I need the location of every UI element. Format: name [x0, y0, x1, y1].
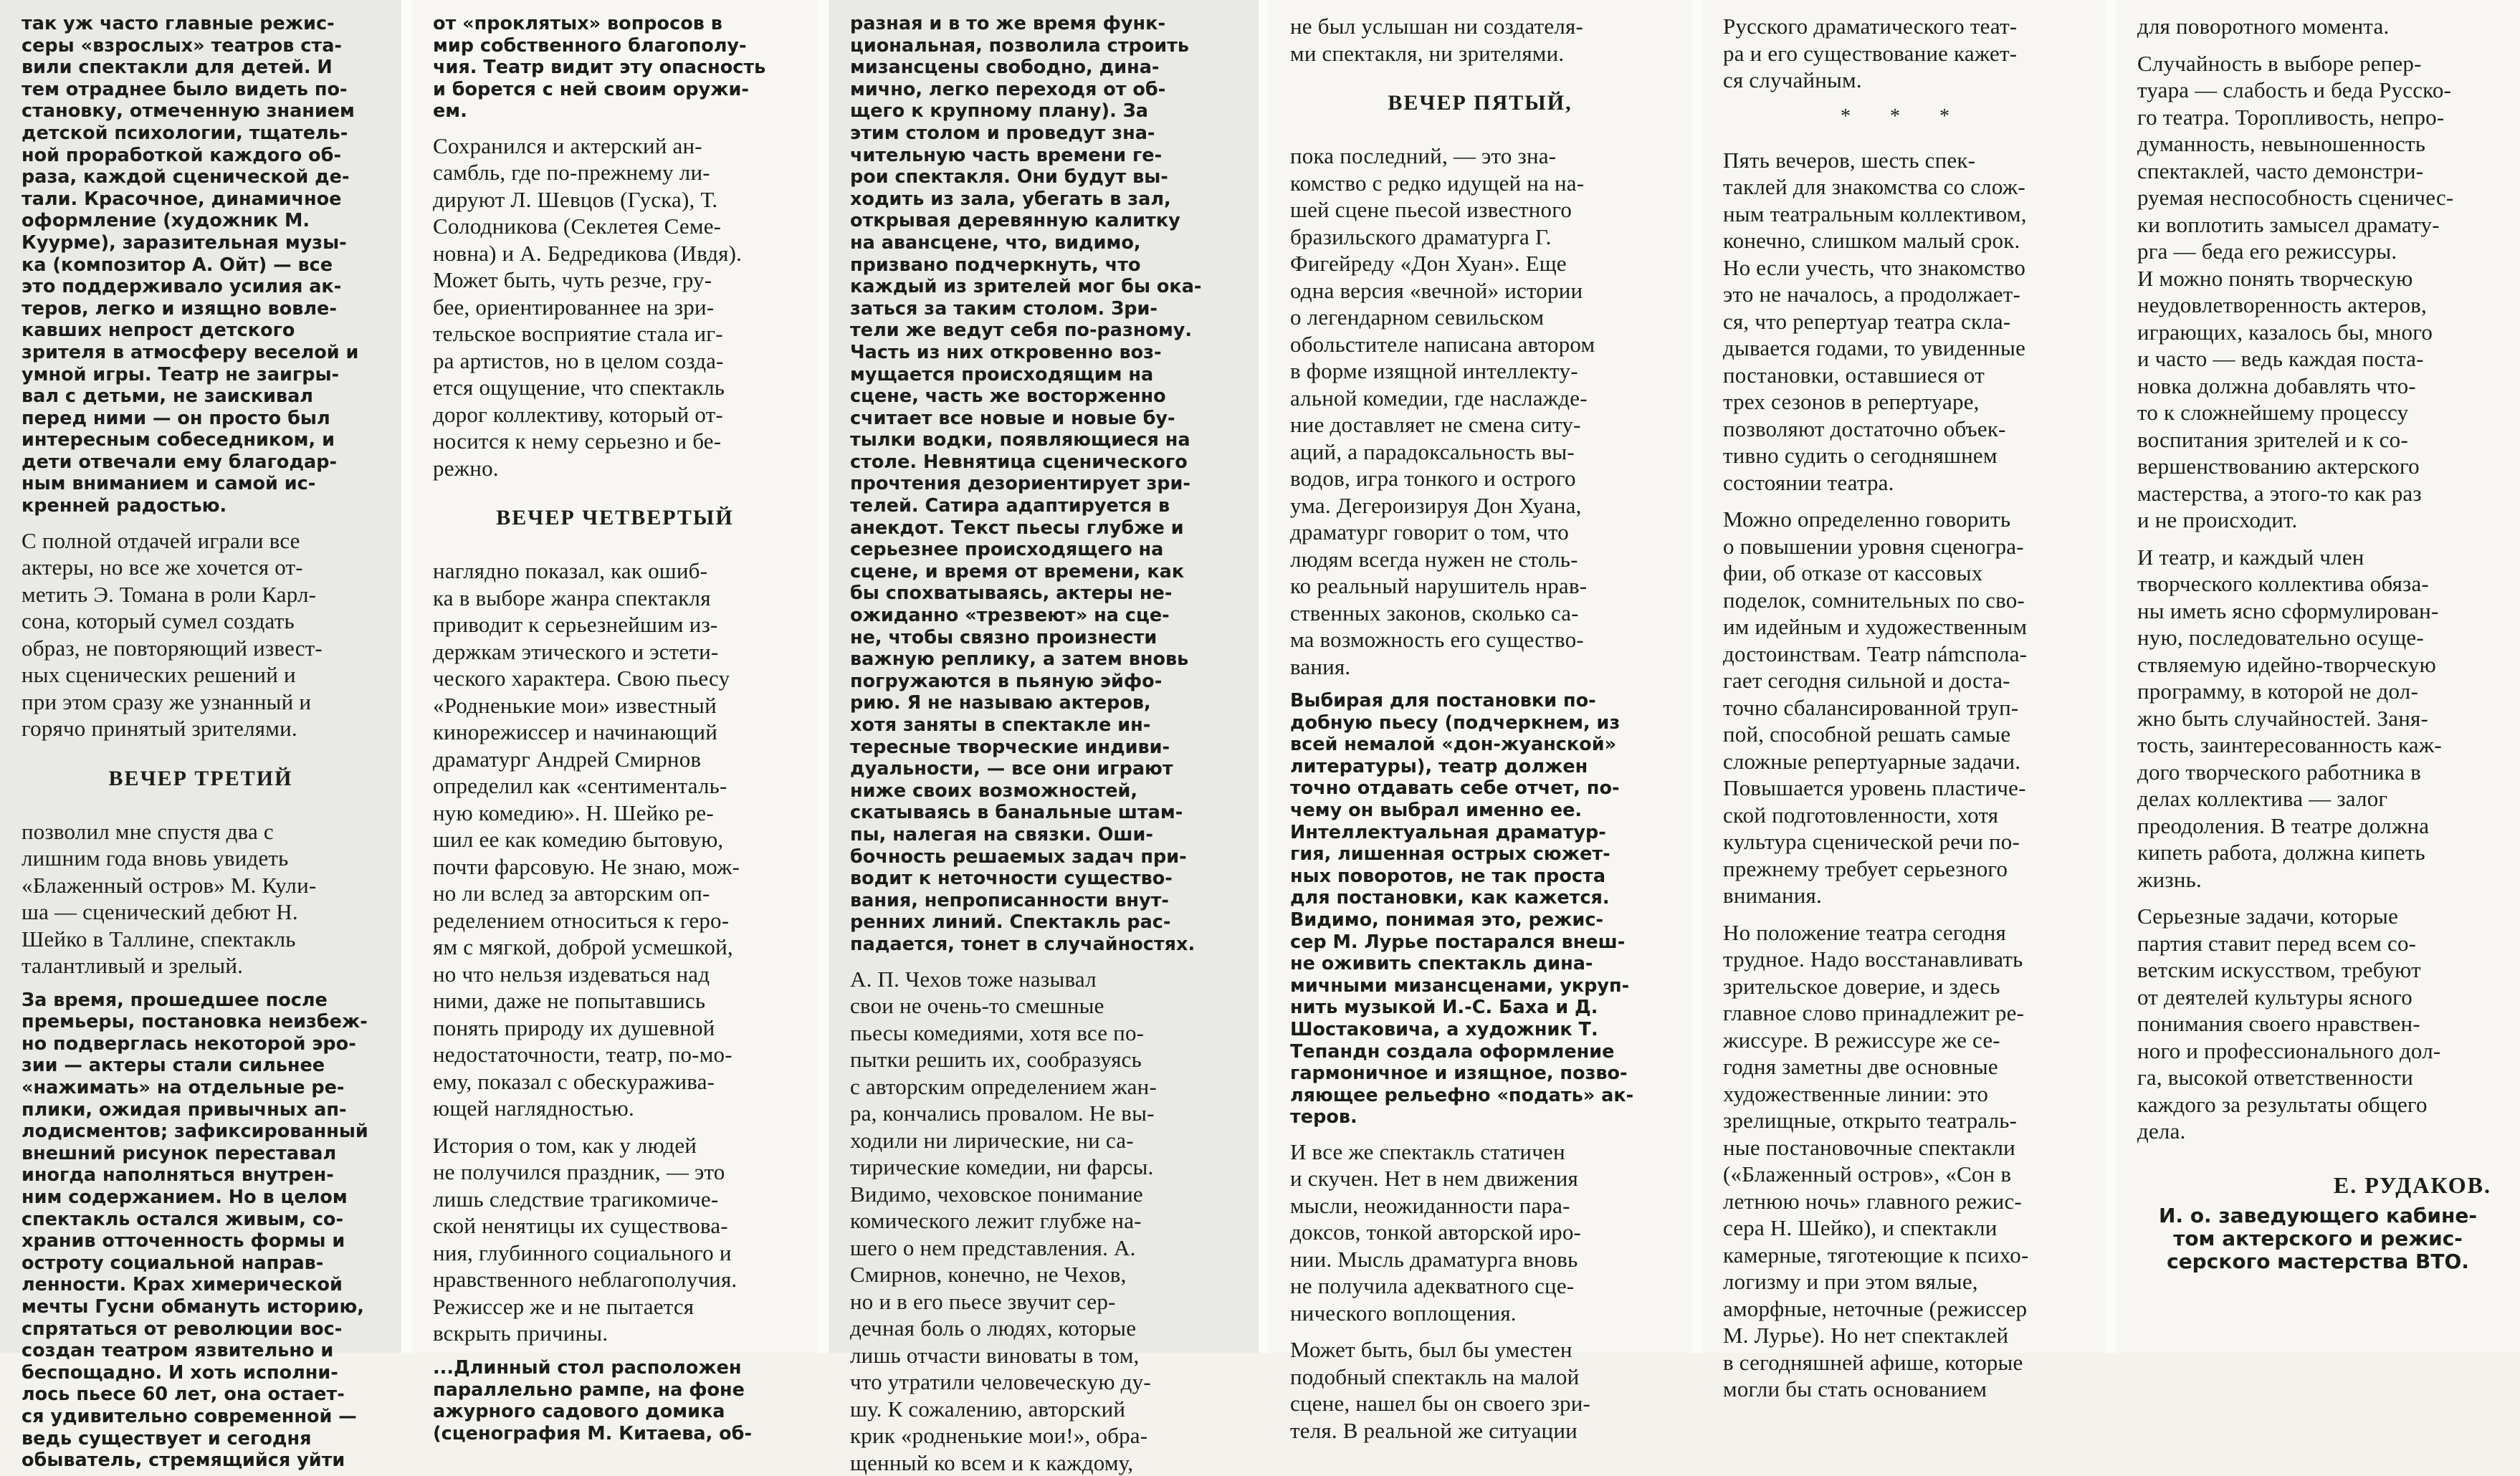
paragraph: А. П. Чехов тоже называл свои не очень-то смешные пьесы комедиями, хотя все по- пытки решить их, сообразуясь с авторским определением жан- ра, кончались провалом. Не вы- ходили ни лирические, ни са- тирические комедии, ни фарсы. Видимо, чеховское понимание комического лежит глубже на- шего о нем представления. А. Смирнов, конечно, не Чехов, но и в его пьесе звучит сер- дечная боль о людях, которые лишь отчасти виноваты в том, что утратили человеческую ду- шу. К сожалению, авторский крик «родненькие мои!», обра- щенный ко всем и к каждому,: [850, 966, 1157, 1475]
section-heading: ВЕЧЕР ТРЕТИЙ: [108, 766, 293, 790]
bold-paragraph: разная и в то же время функ- циональная, позволила строить мизансцены свободно, дина- мично, легко переходя от об- щего к крупному плану). За этим столом и проведут зна- чительную часть времени ге- рои спектакля. Они будут вы- ходить из зала, убегать в зал, открывая деревянную калитку на авансцене, что, видимо, призвано подчеркнуть, что каждый из зрителей мог бы ока- заться за таким столом. Зри- тели же ведут себя по-разному. Часть из них откровенно воз- мущается происходящим на сцене, часть же восторженно считает все новые и новые бу- тылки водки, появляющиеся на столе. Невнятица сценического прочтения дезориентирует зри- телей. Сатира адаптируется в анекдот. Текст пьесы глубже и серьезнее происходящего на сцене, и время от времени, как бы спохватываясь, актеры не- ожиданно «трезвеют» на сце- не, чтобы связно произнести важную реплику, а затем вновь погружаются в пьяную эйфо- рию. Я не называю актеров, хотя заняты в спектакле ин- тересные творческие индиви- дуальности, — все они играют ниже своих возможностей, скатываясь в банальные штам- пы, налегая на связки. Оши- бочность решаемых задач при- водит к неточности существо- вания, непрописанности внут- ренних линий. Спектакль рас- падается, тонет в случайностях.: [850, 13, 1202, 955]
section-separator: * * *: [1841, 105, 1967, 128]
paragraph: И все же спектакль статичен и скучен. Нет в нем движения мысли, неожиданности пара- доксов, тонкой авторской иро- нии. Мысль драматурга вновь не получила адекватного сце- нического воплощения.: [1290, 1139, 1582, 1326]
paragraph: Пять вечеров, шесть спек- таклей для знакомства со слож- ным театральным коллективом, конечно, слишком малый срок. Но если учесть, что знакомство это не началось, а продолжает- ся, что репертуар театра скла- дывается годами, то увиденные постановки, оставшиеся от трех сезонов в репертуаре, позволяют достаточно объек- тивно судить о сегодняшнем состоянии театра.: [1723, 147, 2027, 495]
author-position: И. о. заведующего кабине- том актерского и режис- серского мастерства ВТО.: [2159, 1203, 2477, 1273]
paragraph: Случайность в выборе репер- туара — слабость и беда Русско- го театра. Торопливость, непро- думанность, невыношенность спектаклей, часто демонстри- руемая неспособность сценичес- ки воплотить замысел драмату- рга — беда его режиссуры. И можно понять творческую неудовлетворенность актеров, играющих, казалось бы, много и часто — ведь каждая поста- новка должна добавлять что- то к сложнейшему процессу воспитания зрителей и к со- вершенствованию актерского мастерства, а этого-то как раз и не происходит.: [2137, 50, 2454, 532]
paragraph: Серьезные задачи, которые партия ставит перед всем со- ветским искусством, требуют от деятелей культуры ясного понимания своего нравствен- ного и профессионального дол- га, высокой ответственности каждого за результаты общего дела.: [2137, 904, 2441, 1144]
section-heading: ВЕЧЕР ЧЕТВЕРТЫЙ: [496, 506, 734, 530]
bold-paragraph: так уж часто главные режис- серы «взрослых» театров ста- вили спектакли для детей. И тем отраднее было видеть по- становку, отмеченную знанием детской психологии, тщатель- ной проработкой каждого об- раза, каждой сценической де- тали. Красочное, динамичное оформление (художник М. Куурме), заразительная музы- ка (композитор А. Ойт) — все это поддерживало усилия ак- теров, легко и изящно вовле- кавших непрост детского зрителя в атмосферу веселой и умной игры. Театр не заигры- вал с детьми, не заискивал перед ними — он просто был интересным собеседником, и дети отвечали ему благодар- ным вниманием и самой ис- кренней радостью.: [22, 13, 359, 517]
bold-paragraph: от «проклятых» вопросов в мир собственного благополу- чия. Театр видит эту опасность и борется с ней своим оружи- ем.: [433, 13, 766, 123]
paragraph: Можно определенно говорить о повышении уровня сценогра- фии, об отказе от кассовых поделок, сомнительных по сво- им идейным и художественным достоинствам. Театр námcпола- гает сегодня сильной и доста- точно сбалансированной труп- пой, способной решать самые сложные репертуарные задачи. Повышается уровень пластиче- ской подготовленности, хотя культура сценической речи по- прежнему требует серьезного внимания.: [1723, 507, 2028, 908]
column-2: [411, 0, 818, 1444]
column-6: [2116, 0, 2520, 1353]
column-3: [829, 0, 1259, 1475]
paragraph: не был услышан ни создателя- ми спектакля, ни зрителями.: [1290, 14, 1584, 66]
paragraph: пока последний, — это зна- комство с редко идущей на на- шей сцене пьесой известного бразильского драматурга Г. Фигейреду «Дон Хуан». Еще одна версия «вечной» истории о легендарном севильском обольстителе написана автором в форме изящной интеллекту- альной комедии, где наслажде- ние доставляет не смена ситу- аций, а парадоксальность вы- водов, игра тонкого и острого ума. Дегероизируя Дон Хуана, драматург говорит о том, что людям всегда нужен не столь- ко реальный нарушитель нрав- ственных законов, сколько са- ма возможность его существо- вания.: [1290, 143, 1595, 679]
paragraph: для поворотного момента.: [2137, 14, 2390, 39]
paragraph: История о том, как у людей не получился праздник, — это лишь следствие трагикомиче- ской ненятицы их существова- ния, глубинного социального и нравственного неблагополучия. Режиссер же и не пытается вскрыть причины.: [433, 1132, 738, 1346]
paragraph: С полной отдачей играли все актеры, но все же хочется от- метить Э. Томана в роли Карл- сона, который сумел создать образ, не повторяющий извест- ных сценических решений и при этом сразу же узнанный и горячо принятый зрителями.: [22, 527, 323, 742]
paragraph: Может быть, был бы уместен подобный спектакль на малой сцене, нашел бы он своего зри- теля. В реальной же ситуации: [1290, 1337, 1591, 1443]
column-5: [1702, 0, 2106, 1401]
bold-paragraph: За время, прошедшее после премьеры, постановка неизбеж- но подверглась некоторой эро- зии — актеры стали сильнее «нажимать» на отдельные ре- плики, ожидая привычных ап- лодисментов; зафиксированный внешний рисунок переставал иногда наполняться внутрен- ним содержанием. Но в целом спектакль остался живым, со- хранив отточенность формы и остроту социальной направ- ленности. Крах химерической мечты Гусни обмануть историю, спрятаться от революции вос- создан театром язвительно и беспощадно. И хоть исполни- лось пьесе 60 лет, она остает- ся удивительно современной — ведь существует и сегодня обыватель, стремящийся уйти: [22, 989, 368, 1472]
column-4: [1269, 0, 1691, 1443]
paragraph: Русского драматического теат- ра и его существование кажет- ся случайным.: [1723, 14, 2018, 92]
paragraph: Сохранился и актерский ан- самбль, где по-прежнему ли- дируют Л. Шевцов (Гуска), Т. Солодникова (Секлетея Семе- новна) и А. Бедредикова (Ивдя). Может быть, чуть резче, гру- бее, ориентированнее на зри- тельское восприятие стала иг- ра артистов, но в целом созда- ется ощущение, что спектакль дорог коллективу, который от- носится к нему серьезно и бе- режно.: [433, 133, 743, 481]
paragraph: позволил мне спустя два с лишним года вновь увидеть «Блаженный остров» М. Кули- ша — сценический дебют Н. Шейко в Таллине, спектакль талантливый и зрелый.: [22, 818, 317, 979]
paragraph: наглядно показал, как ошиб- ка в выборе жанра спектакля приводит к серьезнейшим из- держкам этического и эстети- ческого характера. Свою пьесу «Родненькие мои» известный кинорежиссер и начинающий драматург Андрей Смирнов определил как «сентименталь- ную комедию». Н. Шейко ре- шил ее как комедию бытовую, почти фарсовую. Не знаю, мож- но ли вслед за авторским оп- ределением относиться к геро- ям с мягкой, доброй усмешкой, но что нельзя издеваться над ними, даже не попытавшись понять природу их душевной недостаточности, театр, по-мо- ему, показал с обескуражива- ющей наглядностью.: [433, 558, 740, 1121]
paragraph: И театр, и каждый член творческого коллектива обяза- ны иметь ясно сформулирован- ную, последовательно осуще- ствляемую идейно-творческую программу, в которой не дол- жно быть случайностей. Заня- тость, заинтересованность каж- дого творческого работника в делах коллектива — залог преодоления. В театре должна кипеть работа, должна кипеть жизнь.: [2137, 544, 2442, 892]
author-signature: Е. РУДАКОВ.: [2333, 1171, 2491, 1198]
paragraph: Но положение театра сегодня трудное. Надо восстанавливать зрительское доверие, и здесь главное слово принадлежит ре- жиссуре. В режиссуре же се- годня заметны две основные художественные линии: это зрелищные, открыто театраль- ные постановочные спектакли («Блаженный остров», «Сон в летнюю ночь» главного режис- сера Н. Шейко), и спектакли камерные, тяготеющие к психо- логизму и при этом вялые, аморфные, неточные (режиссер М. Лурье). Но нет спектаклей в сегодняшней афише, которые могли бы стать основанием: [1723, 919, 2029, 1401]
bold-paragraph: ...Длинный стол расположен параллельно рампе, на фоне ажурного садового домика (сценография М. Китаева, об-: [433, 1356, 753, 1444]
column-1: [0, 0, 401, 1472]
bold-paragraph: Выбирая для постановки по- добную пьесу (подчеркнем, из всей немалой «дон-жуанской» литературы), театр должен точно отдавать себе отчет, по- чему он выбрал именно ее. Интеллектуальная драматур- гия, лишенная острых сюжет- ных поворотов, не так проста для постановки, как кажется. Видимо, понимая это, режис- сер М. Лурье постарался внеш- не оживить спектакль дина- мичными мизансценами, укруп- нить музыкой И.-С. Баха и Д. Шостаковича, а художник Т. Тепандн создала оформление гармоничное и изящное, позво- ляющее рельефно «подать» ак- теров.: [1290, 690, 1634, 1128]
section-heading: ВЕЧЕР ПЯТЫЙ,: [1388, 91, 1572, 115]
